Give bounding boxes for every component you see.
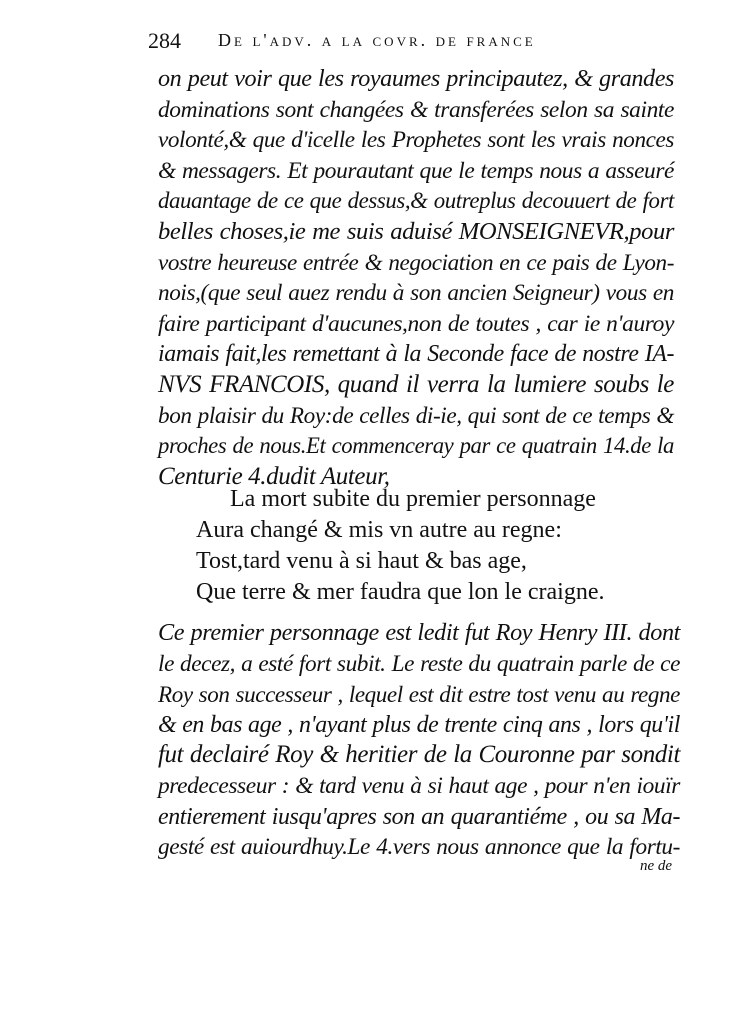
text-line: dominations sont changées & transferées selon sa sainte	[158, 96, 674, 123]
verse-line: La mort subite du premier personnage	[230, 486, 596, 512]
running-head: De l'adv. a la covr. de france	[218, 30, 536, 50]
text-line: bon plaisir du Roy:de celles di-ie, qui sont de ce temps &	[158, 402, 674, 429]
page-number: 284	[148, 28, 181, 53]
text-line: fut declairé Roy & heritier de la Couronne par sondit	[158, 741, 680, 769]
text-line: Ce premier personnage est ledit fut Roy Henry III. dont	[158, 619, 680, 646]
text-line: Centurie 4.dudit Auteur,	[158, 462, 390, 490]
text-line: proches de nous.Et commenceray par ce quatrain 14.de la	[158, 433, 674, 459]
quatrain	[196, 484, 656, 608]
page-header	[148, 26, 688, 56]
intro-paragraph	[158, 64, 674, 492]
commentary-paragraph	[158, 618, 680, 863]
text-line: le decez, a esté fort subit. Le reste du quatrain parle de ce	[158, 650, 680, 677]
text-line: Roy son successeur , lequel est dit estre tost venu au regne	[158, 681, 680, 708]
catchword: ne de	[640, 858, 673, 874]
text-line: dauantage de ce que dessus,& outreplus decouuert de fort	[158, 188, 674, 214]
text-line: predecesseur : & tard venu à si haut age , pour n'en iouïr	[158, 772, 680, 799]
text-line: gesté est auiourdhuy.Le 4.vers nous annonce que la fortu-	[158, 834, 680, 861]
verse-line: Tost,tard venu à si haut & bas age,	[196, 548, 527, 574]
text-line: & en bas age , n'ayant plus de trente cinq ans , lors qu'il	[158, 711, 680, 738]
text-line: nois,(que seul auez rendu à son ancien Seigneur) vous en	[158, 280, 674, 307]
verse-line: Que terre & mer faudra que lon le craigne.	[196, 579, 605, 605]
text-line: iamais fait,les remettant à la Seconde face de nostre IA-	[158, 341, 674, 368]
text-line: on peut voir que les royaumes principautez, & grandes	[158, 65, 674, 92]
text-line: & messagers. Et pourautant que le temps nous a asseuré	[158, 157, 674, 184]
verse-line: Aura changé & mis vn autre au regne:	[196, 517, 562, 543]
text-line: volonté,& que d'icelle les Prophetes sont les vrais nonces	[158, 127, 674, 154]
text-line: faire participant d'aucunes,non de toutes , car ie n'auroy	[158, 310, 674, 337]
text-line: belles choses,ie me suis aduisé MONSEIGNEVR,pour	[158, 217, 674, 245]
text-line: entierement iusqu'apres son an quarantiéme , ou sa Ma-	[158, 803, 680, 830]
text-line: vostre heureuse entrée & negociation en ce pais de Lyon-	[158, 249, 674, 276]
text-line: NVS FRANCOIS, quand il verra la lumiere soubs le	[158, 370, 674, 398]
